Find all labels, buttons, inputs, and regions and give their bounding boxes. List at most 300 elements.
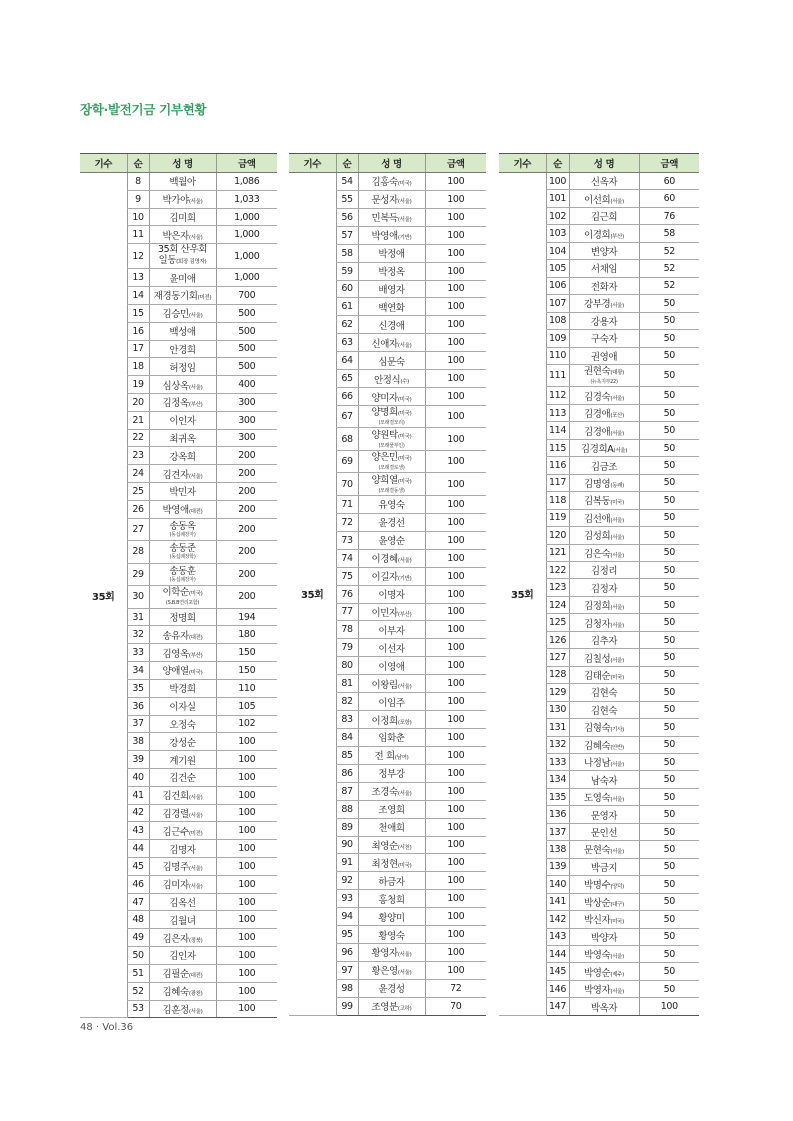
- donor-region: (서울): [610, 198, 625, 205]
- donor-name-line: [169, 487, 195, 498]
- donation-amount: 500: [216, 304, 277, 322]
- donor-name: [569, 771, 639, 788]
- donor-name-line: [570, 366, 639, 379]
- donor-name: [569, 614, 639, 631]
- donor-name: [358, 944, 425, 962]
- donor-name: [358, 854, 425, 872]
- row-number: 74: [336, 549, 358, 567]
- donation-amount: 100: [425, 603, 486, 621]
- donor-region: (대전): [188, 973, 203, 980]
- donor-name-text: 이민자: [371, 607, 398, 619]
- donor-name-line: [591, 776, 617, 787]
- donor-name: [149, 586, 216, 609]
- donor-name: [358, 226, 425, 244]
- donor-name-line: [584, 496, 624, 507]
- donation-amount: 100: [425, 190, 486, 208]
- donor-name-line: [371, 1002, 411, 1013]
- donor-name: [569, 404, 639, 421]
- donor-name-text: 김혜숙: [162, 987, 189, 999]
- row-number: 128: [546, 666, 569, 683]
- row-number: 116: [546, 457, 569, 474]
- donor-name-line: [162, 470, 202, 481]
- donor-name: [149, 190, 216, 208]
- donor-name: [149, 768, 216, 786]
- donor-name-line: [591, 566, 617, 577]
- donor-name: [149, 626, 216, 644]
- donor-name-line: [584, 299, 624, 310]
- donor-name-line: [150, 543, 216, 554]
- donor-name-line: [169, 916, 195, 927]
- row-number: 119: [546, 509, 569, 526]
- donor-name: [569, 858, 639, 875]
- row-number: 93: [336, 890, 358, 908]
- donor-name-text: 문영자: [590, 810, 618, 822]
- donation-amount: 50: [639, 509, 699, 526]
- donor-name-text: 신애자: [371, 338, 398, 350]
- donor-name: [358, 531, 425, 549]
- donor-name-text: 민복득: [371, 213, 398, 225]
- header-gisu: 기수: [80, 154, 127, 173]
- donor-name-text: 허정임: [169, 362, 196, 374]
- donor-name: [569, 544, 639, 561]
- donor-name-text: 김경애: [583, 409, 611, 421]
- donor-name: [358, 405, 425, 428]
- donation-table-2: [289, 153, 486, 1016]
- donor-name: [358, 711, 425, 729]
- donor-name-text: 이명자: [378, 590, 405, 602]
- donor-name-text: 홍청희: [378, 894, 405, 906]
- donor-name-text: 이왕림: [371, 679, 398, 691]
- donor-name-text: 이경혜: [371, 554, 398, 566]
- row-number: 77: [336, 603, 358, 621]
- donor-region: (미국): [397, 862, 412, 869]
- donor-name: [358, 997, 425, 1015]
- row-number: 114: [546, 422, 569, 439]
- donor-name-line: [359, 407, 425, 420]
- donor-name-text: 박은자: [162, 230, 189, 242]
- donation-amount: 100: [425, 764, 486, 782]
- donor-name: [569, 295, 639, 312]
- donor-region: (대구): [610, 901, 625, 908]
- donor-name-text: 김칠성: [583, 653, 611, 665]
- donor-name: [149, 679, 216, 697]
- donor-name-line: [162, 969, 202, 980]
- donor-name: [358, 908, 425, 926]
- donor-name-line: [584, 845, 624, 856]
- donor-note: (동십례장자): [169, 531, 196, 538]
- donation-amount: 100: [216, 768, 277, 786]
- donor-name-text: 박영숙: [583, 950, 611, 962]
- donor-name-text: 김근희: [590, 212, 618, 224]
- row-number: 127: [546, 649, 569, 666]
- row-number: 141: [546, 893, 569, 910]
- row-number: 137: [546, 823, 569, 840]
- row-number: 63: [336, 334, 358, 352]
- donation-amount: 100: [425, 298, 486, 316]
- donor-name-text: 재경동기회: [153, 291, 198, 303]
- donor-name: [358, 190, 425, 208]
- donor-name-text: 양명희: [371, 407, 398, 419]
- donor-name: [358, 782, 425, 800]
- donor-name-text: 김홍숙: [371, 177, 398, 189]
- donation-amount: 400: [216, 376, 277, 394]
- donor-name-text: 변양자: [590, 247, 618, 259]
- donation-amount: 100: [216, 947, 277, 965]
- donor-name-line: [162, 666, 202, 677]
- donor-name-line: [378, 984, 404, 995]
- donor-name: [569, 260, 639, 277]
- donation-amount: 50: [639, 492, 699, 509]
- donor-name: [569, 596, 639, 613]
- donor-name: [569, 719, 639, 736]
- donor-name-line: [154, 291, 212, 302]
- donation-amount: 102: [216, 715, 277, 733]
- donation-amount: 50: [639, 527, 699, 544]
- donor-name-line: [371, 554, 411, 565]
- donor-name-line: [162, 505, 202, 516]
- row-number: 118: [546, 492, 569, 509]
- donor-name: [569, 277, 639, 294]
- header-gisu: 기수: [499, 154, 546, 173]
- donation-amount: 1,000: [216, 226, 277, 244]
- donor-name-line: [378, 733, 404, 744]
- donor-name-text: 김정자: [590, 583, 618, 595]
- donor-name-line: [378, 518, 404, 529]
- donor-name-text: 김견자: [162, 469, 189, 481]
- donor-name-line: [169, 684, 195, 695]
- donor-name-text: 김정희: [583, 601, 611, 613]
- donation-amount: 100: [425, 334, 486, 352]
- donation-amount: 58: [639, 225, 699, 242]
- row-number: 47: [127, 893, 149, 911]
- donor-name: [149, 697, 216, 715]
- donation-amount: 300: [216, 393, 277, 411]
- donor-name-text: 김필순: [162, 969, 189, 981]
- header-number: 순: [336, 154, 358, 173]
- donor-name-line: [150, 587, 216, 600]
- donor-region: (서울): [397, 970, 412, 977]
- donor-name: [358, 334, 425, 352]
- donor-name-line: [591, 264, 617, 275]
- donation-amount: 100: [216, 804, 277, 822]
- donor-name-text: 박가야: [162, 195, 189, 207]
- donor-note: (모래결동생): [378, 487, 405, 494]
- donor-region: (미국): [397, 456, 412, 463]
- donor-name-text: 박정옥: [378, 267, 405, 279]
- donor-note: (뉴욕지부22): [590, 379, 618, 386]
- donor-name-text: 심문숙: [378, 356, 405, 368]
- donor-name-text: 정명희: [169, 613, 196, 625]
- donor-name: [358, 513, 425, 531]
- donation-amount: 100: [639, 998, 699, 1015]
- donor-name-line: [378, 500, 404, 511]
- donor-name: [358, 746, 425, 764]
- row-number: 113: [546, 404, 569, 421]
- donation-amount: 50: [639, 788, 699, 805]
- donation-amount: 100: [425, 226, 486, 244]
- donor-name-text: 김명자: [169, 844, 196, 856]
- donor-name: [358, 208, 425, 226]
- donor-name: [149, 840, 216, 858]
- header-amount: 금액: [639, 154, 699, 173]
- donor-region: (서울): [188, 795, 203, 802]
- header-gisu: 기수: [289, 154, 336, 173]
- donor-name-text: 김명주: [162, 862, 189, 874]
- row-number: 65: [336, 370, 358, 388]
- row-number: 49: [127, 929, 149, 947]
- table-body: [80, 173, 277, 1018]
- donor-name-line: [378, 769, 404, 780]
- donor-name: [569, 736, 639, 753]
- donor-name-text: 황양미: [378, 912, 405, 924]
- donor-name-line: [359, 475, 425, 488]
- donation-amount: 52: [639, 260, 699, 277]
- donor-name: [149, 483, 216, 501]
- donation-amount: 100: [216, 822, 277, 840]
- donation-amount: 100: [216, 964, 277, 982]
- donor-name: [358, 370, 425, 388]
- donation-amount: 50: [639, 841, 699, 858]
- donor-region: (서울): [397, 217, 412, 224]
- donor-name: [358, 621, 425, 639]
- row-number: 30: [127, 586, 149, 609]
- row-number: 56: [336, 208, 358, 226]
- donor-name: [569, 457, 639, 474]
- donor-name-text: 김건순: [169, 773, 196, 785]
- donor-name-text: 김경숙: [583, 391, 611, 403]
- donation-amount: 52: [639, 242, 699, 259]
- donation-amount: 100: [216, 929, 277, 947]
- row-number: 117: [546, 474, 569, 491]
- donor-name-line: [162, 1005, 202, 1016]
- donation-amount: 100: [216, 911, 277, 929]
- donor-name-text: 김현숙: [590, 705, 618, 717]
- donor-name-text: 박명수: [583, 880, 611, 892]
- donation-amount: 50: [639, 876, 699, 893]
- donor-name-text: 안경희: [169, 344, 196, 356]
- donor-name-text: 김형숙: [583, 723, 611, 735]
- donor-name-text: 하금자: [378, 876, 405, 888]
- row-number: 11: [127, 226, 149, 244]
- donor-name-text: 김태순: [583, 670, 611, 682]
- donor-name-line: [584, 601, 624, 612]
- donor-note: (회장 김영자): [176, 259, 207, 266]
- donor-region: (서울): [188, 234, 203, 241]
- donation-amount: 50: [639, 631, 699, 648]
- donor-name: [569, 312, 639, 329]
- donation-amount: 50: [639, 330, 699, 347]
- donation-amount: 100: [216, 875, 277, 893]
- row-number: 76: [336, 585, 358, 603]
- donor-name: [149, 518, 216, 541]
- donor-name-text: 양미자: [371, 392, 398, 404]
- donation-amount: 100: [425, 262, 486, 280]
- row-number: 9: [127, 190, 149, 208]
- table-header: [289, 154, 486, 173]
- donation-amount: 50: [639, 945, 699, 962]
- donor-name-line: [378, 626, 404, 637]
- donor-name-line: [378, 805, 404, 816]
- donation-amount: 150: [216, 644, 277, 662]
- donor-name-text: 강부경: [583, 299, 611, 311]
- donor-name-line: [371, 572, 411, 583]
- donor-name-line: [162, 934, 202, 945]
- header-name: 성 명: [569, 154, 639, 173]
- row-number: 81: [336, 675, 358, 693]
- donation-amount: 100: [425, 405, 486, 428]
- row-number: 144: [546, 945, 569, 962]
- donor-region: (부산): [397, 611, 412, 618]
- donation-amount: 100: [425, 208, 486, 226]
- header-number: 순: [127, 154, 149, 173]
- donor-name-line: [371, 948, 411, 959]
- row-number: 97: [336, 961, 358, 979]
- donor-region: (서울): [610, 605, 625, 612]
- row-number: 100: [546, 173, 569, 190]
- row-number: 58: [336, 244, 358, 262]
- table-body: [499, 173, 699, 1016]
- donor-name-line: [591, 636, 617, 647]
- donor-name: [569, 422, 639, 439]
- row-number: 130: [546, 701, 569, 718]
- donor-name: [569, 509, 639, 526]
- donation-amount: 100: [425, 693, 486, 711]
- donor-name-line: [162, 862, 202, 873]
- donation-amount: 50: [639, 823, 699, 840]
- donation-amount: 700: [216, 287, 277, 305]
- donor-name-line: [371, 231, 411, 242]
- donation-amount: 50: [639, 579, 699, 596]
- donor-name: [569, 666, 639, 683]
- donor-note: (모래결로생): [378, 465, 405, 472]
- donor-region: (포산): [610, 413, 625, 420]
- donation-amount: 50: [639, 596, 699, 613]
- row-number: 135: [546, 788, 569, 805]
- donor-region: (서울): [610, 657, 625, 664]
- donation-amount: 100: [425, 818, 486, 836]
- gisu-cell: 35회: [289, 173, 336, 1016]
- donation-amount: 50: [639, 364, 699, 387]
- donor-name: [569, 876, 639, 893]
- donor-name: [358, 979, 425, 997]
- donor-note: (동십례장학): [169, 554, 196, 561]
- donation-amount: 100: [425, 585, 486, 603]
- donation-amount: 300: [216, 429, 277, 447]
- donation-amount: 100: [216, 1000, 277, 1018]
- row-number: 52: [127, 982, 149, 1000]
- donation-amount: 100: [425, 473, 486, 496]
- donor-region: (서울): [610, 622, 625, 629]
- donor-name-line: [584, 898, 624, 909]
- donor-name: [358, 473, 425, 496]
- donor-name-line: [378, 590, 404, 601]
- row-number: 38: [127, 733, 149, 751]
- donor-name-text: 양은민: [371, 452, 398, 464]
- row-number: 138: [546, 841, 569, 858]
- row-number: 105: [546, 260, 569, 277]
- donor-name: [149, 393, 216, 411]
- donor-name-line: [591, 933, 617, 944]
- row-number: 37: [127, 715, 149, 733]
- donation-amount: 50: [639, 771, 699, 788]
- donor-name-text: 이부자: [378, 625, 405, 637]
- donor-name-text: 이학순: [162, 587, 189, 599]
- donor-name-line: [169, 845, 195, 856]
- header-number: 순: [546, 154, 569, 173]
- row-number: 104: [546, 242, 569, 259]
- row-number: 62: [336, 316, 358, 334]
- donor-region: (서울): [188, 1008, 203, 1015]
- donor-name-text: 최귀옥: [169, 433, 196, 445]
- row-number: 86: [336, 764, 358, 782]
- donor-name: [358, 693, 425, 711]
- donor-region: (미국): [397, 433, 412, 440]
- row-number: 95: [336, 926, 358, 944]
- donor-name: [149, 733, 216, 751]
- donor-name-text: 안정식: [373, 374, 401, 386]
- donation-amount: 50: [639, 893, 699, 910]
- row-number: 51: [127, 964, 149, 982]
- donor-region: (대광): [610, 370, 625, 377]
- donor-name: [149, 947, 216, 965]
- donation-amount: 500: [216, 322, 277, 340]
- donor-name-text: 김경애: [583, 426, 611, 438]
- donor-name: [149, 911, 216, 929]
- donor-name: [149, 563, 216, 586]
- donor-name-line: [584, 409, 624, 420]
- donation-amount: 100: [425, 280, 486, 298]
- row-number: 15: [127, 304, 149, 322]
- donor-name-line: [584, 671, 624, 682]
- row-number: 82: [336, 693, 358, 711]
- donor-name-line: [169, 434, 195, 445]
- row-number: 19: [127, 376, 149, 394]
- donor-name-line: [581, 444, 627, 455]
- donor-name: [149, 929, 216, 947]
- donor-region: (서천): [397, 844, 412, 851]
- donor-name: [149, 173, 216, 191]
- donor-name: [149, 358, 216, 376]
- donor-name-text: 윤경성: [378, 984, 405, 996]
- row-number: 45: [127, 858, 149, 876]
- donor-region: (서울): [397, 952, 412, 959]
- donor-name: [149, 226, 216, 244]
- donor-name: [149, 541, 216, 564]
- row-number: 80: [336, 657, 358, 675]
- row-number: 123: [546, 579, 569, 596]
- donor-region: (서울): [610, 989, 625, 996]
- donor-name: [358, 639, 425, 657]
- donor-name-text: 김근수: [162, 826, 189, 838]
- donor-name: [149, 608, 216, 626]
- donor-name-text: 박경희: [169, 684, 196, 696]
- donation-amount: 200: [216, 563, 277, 586]
- row-number: 26: [127, 500, 149, 518]
- donor-name-line: [378, 321, 404, 332]
- row-number: 24: [127, 465, 149, 483]
- donor-name-text: 박신자: [583, 915, 611, 927]
- row-number: 85: [336, 746, 358, 764]
- donor-name-text: 배영자: [378, 284, 405, 296]
- donor-region: (광천): [188, 991, 203, 998]
- donor-name-text: 김성희: [583, 531, 611, 543]
- row-number: 14: [127, 287, 149, 305]
- donor-name-text: 강옥희: [169, 451, 196, 463]
- donor-name-text: 강용자: [590, 316, 618, 328]
- donor-name-line: [591, 1003, 617, 1014]
- donor-name: [149, 751, 216, 769]
- donation-amount: 50: [639, 404, 699, 421]
